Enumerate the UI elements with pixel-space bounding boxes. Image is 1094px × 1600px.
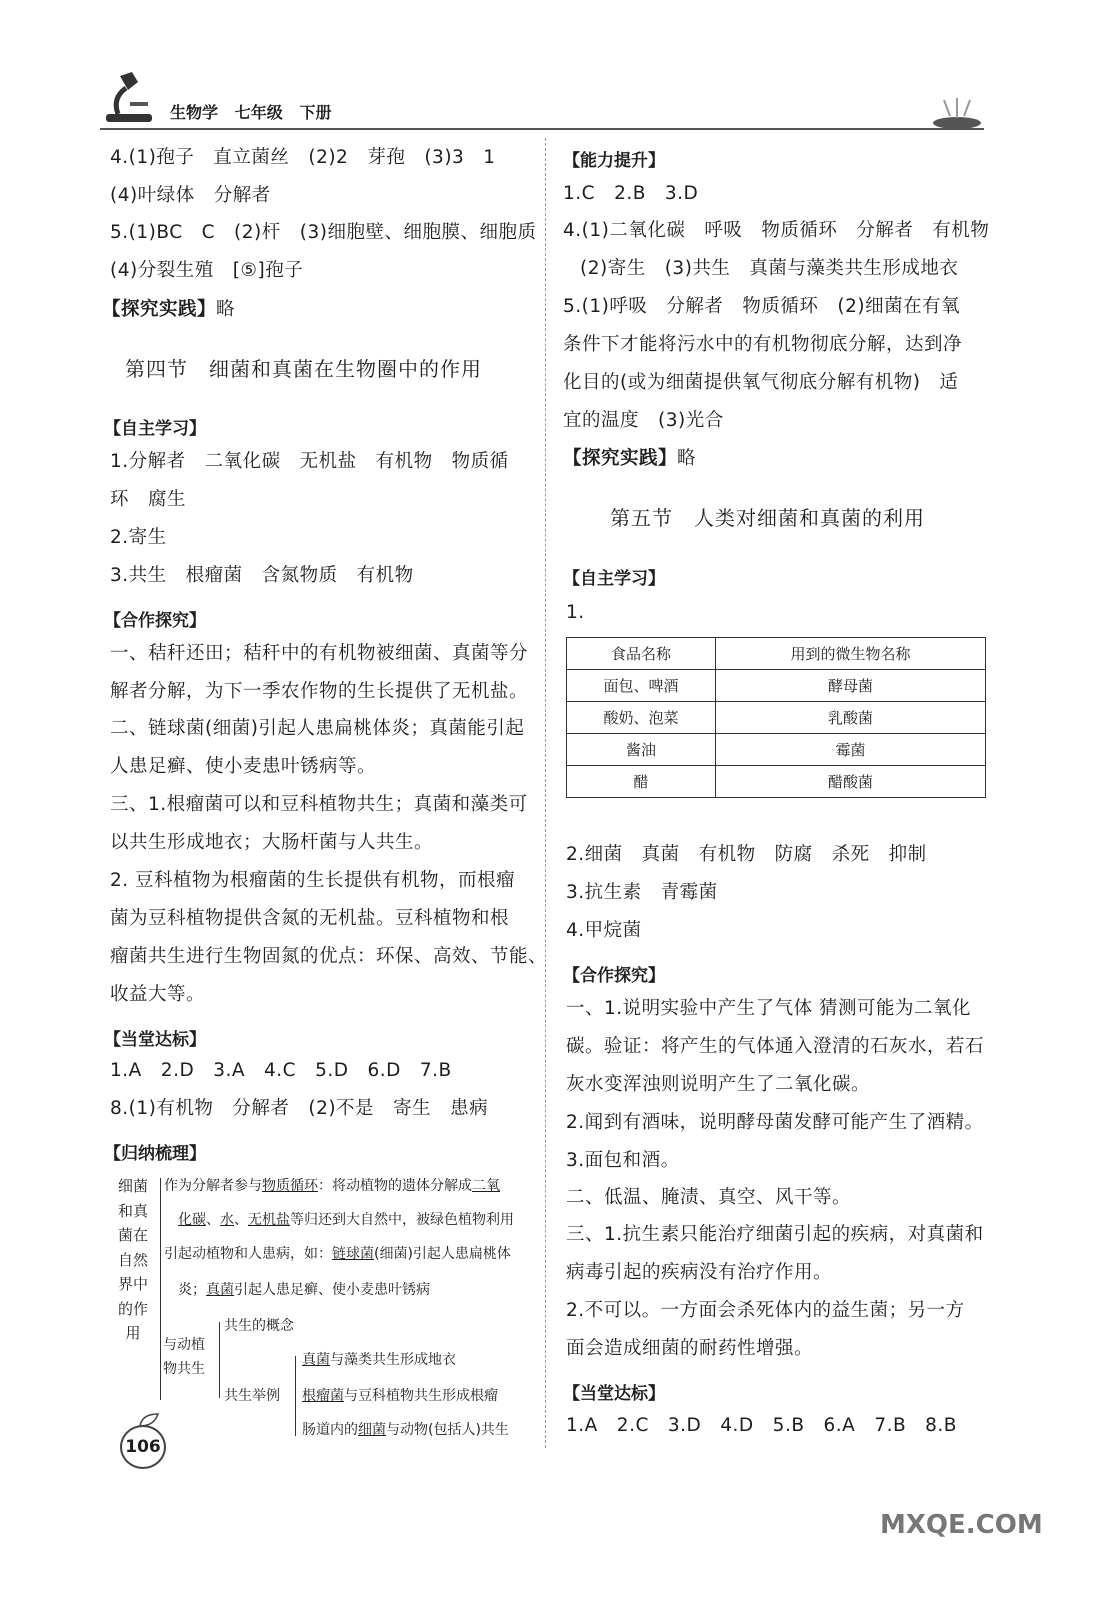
header-decoration-icon <box>930 90 984 130</box>
left-d1: 1.A 2.D 3.A 4.C 5.D 6.D 7.B <box>110 1060 452 1081</box>
right-n2b: (2)寄生 (3)共生 真菌与藻类共生形成地衣 <box>580 258 959 279</box>
left-z1b: 环 腐生 <box>110 489 187 510</box>
mindmap-r1: 作为分解者参与物质循环：将动植物的遗体分解成二氧 <box>164 1178 500 1194</box>
left-h1b: 解者分解，为下一季农作物的生长提供了无机盐。 <box>110 681 529 702</box>
right-n3d: 宜的温度 (3)光合 <box>563 410 724 431</box>
right-tanjiu-text: 略 <box>677 448 697 469</box>
left-h4b: 菌为豆科植物提供含氮的无机盐。豆科植物和根 <box>110 908 510 929</box>
watermark: MXQE.COM <box>880 1510 1043 1540</box>
mindmap-symbiosis-bracket <box>219 1322 220 1398</box>
table-cell: 酵母菌 <box>716 670 986 702</box>
table-row <box>567 670 986 702</box>
left-h2b: 人患足癣、使小麦患叶锈病等。 <box>110 756 377 777</box>
right-q3: 3.抗生素 青霉菌 <box>566 882 718 903</box>
table-row <box>567 766 986 798</box>
mindmap-root-bracket <box>160 1178 161 1400</box>
mindmap-r4: 炎；真菌引起人患足癣、使小麦患叶锈病 <box>178 1282 430 1298</box>
left-z1: 1.分解者 二氧化碳 无机盐 有机物 物质循 <box>110 451 509 472</box>
right-c6b: 面会造成细菌的耐药性增强。 <box>566 1338 814 1359</box>
left-z3: 3.共生 根瘤菌 含氮物质 有机物 <box>110 565 414 586</box>
microscope-logo-icon <box>98 68 158 128</box>
section-4-title: 第四节 细菌和真菌在生物圈中的作用 <box>125 357 482 381</box>
header-title <box>170 100 331 123</box>
right-c1: 一、1.说明实验中产生了气体 猜测可能为二氧化 <box>566 998 972 1019</box>
right-c5: 三、1.抗生素只能治疗细菌引起的疾病，对真菌和 <box>566 1224 984 1245</box>
table-cell: 酱油 <box>567 734 716 766</box>
right-c1b: 碳。验证：将产生的气体通入澄清的石灰水，若石 <box>566 1036 985 1057</box>
left-zizhu-heading: 【自主学习】 <box>104 419 206 439</box>
mindmap-e3: 肠道内的细菌与动物(包括人)共生 <box>302 1422 509 1438</box>
table-row <box>567 702 986 734</box>
right-n3b: 条件下才能将污水中的有机物彻底分解，达到净 <box>563 334 963 355</box>
table-header-row <box>567 638 986 670</box>
mindmap-e2: 根瘤菌与豆科植物共生形成根瘤 <box>302 1388 498 1404</box>
table-cell: 酸奶、泡菜 <box>567 702 716 734</box>
right-c5b: 病毒引起的疾病没有治疗作用。 <box>566 1262 833 1283</box>
mindmap-e1: 真菌与藻类共生形成地衣 <box>302 1352 456 1368</box>
left-h1: 一、秸秆还田；秸秆中的有机物被细菌、真菌等分 <box>110 643 529 664</box>
column-divider <box>545 138 546 1448</box>
mindmap-concept: 共生的概念 <box>224 1318 294 1334</box>
right-q1: 1. <box>566 602 585 623</box>
right-n2: 4.(1)二氧化碳 呼吸 物质循环 分解者 有机物 <box>563 220 990 241</box>
right-dangtang-heading: 【当堂达标】 <box>563 1384 665 1404</box>
header-rule <box>100 128 984 130</box>
left-tanjiu-heading: 【探究实践】 <box>102 299 217 320</box>
right-c2: 2.闻到有酒味，说明酵母菌发酵可能产生了酒精。 <box>566 1112 984 1133</box>
left-h4d: 收益大等。 <box>110 984 206 1005</box>
table-cell: 乳酸菌 <box>716 702 986 734</box>
right-zizhu-heading: 【自主学习】 <box>563 569 665 589</box>
left-h3: 三、1.根瘤菌可以和豆科植物共生；真菌和藻类可 <box>110 794 528 815</box>
left-guina-heading: 【归纳梳理】 <box>104 1144 206 1164</box>
mindmap-root: 细菌和真菌在自然界中的作用 <box>117 1177 148 1342</box>
left-h4: 2. 豆科植物为根瘤菌的生长提供有机物，而根瘤 <box>110 870 516 891</box>
right-tanjiu <box>563 446 696 472</box>
left-z2: 2.寄生 <box>110 527 167 548</box>
header-volume: 下册 <box>299 103 332 122</box>
table-cell: 霉菌 <box>716 734 986 766</box>
right-dt: 1.A 2.C 3.D 4.D 5.B 6.A 7.B 8.B <box>566 1415 958 1436</box>
mindmap-r2: 化碳、水、无机盐等归还到大自然中，被绿色植物利用 <box>178 1212 514 1228</box>
right-c6: 2.不可以。一方面会杀死体内的益生菌；另一方 <box>566 1300 965 1321</box>
right-hezuo-heading: 【合作探究】 <box>563 966 665 986</box>
left-tanjiu-text: 略 <box>216 299 236 320</box>
left-h2: 二、链球菌(细菌)引起人患扁桃体炎；真菌能引起 <box>110 718 525 739</box>
table-row <box>567 734 986 766</box>
table-cell: 醋酸菌 <box>716 766 986 798</box>
left-line-2: (4)叶绿体 分解者 <box>110 185 271 206</box>
table-cell: 醋 <box>567 766 716 798</box>
left-h4c: 瘤菌共生进行生物固氮的优点：环保、高效、节能、 <box>110 946 548 967</box>
right-n3c: 化目的(或为细菌提供氧气彻底分解有机物) 适 <box>563 372 959 393</box>
mindmap-examples-bracket <box>295 1356 296 1436</box>
page-number: 106 <box>120 1425 166 1469</box>
right-tanjiu-heading: 【探究实践】 <box>563 448 678 469</box>
left-hezuo-heading: 【合作探究】 <box>104 611 206 631</box>
mindmap-examples: 共生举例 <box>224 1388 280 1404</box>
right-q4: 4.甲烷菌 <box>566 920 642 941</box>
left-h3b: 以共生形成地衣；大肠杆菌与人共生。 <box>110 832 434 853</box>
right-n3: 5.(1)呼吸 分解者 物质循环 (2)细菌在有氧 <box>563 296 961 317</box>
left-line-1: 4.(1)孢子 直立菌丝 (2)2 芽孢 (3)3 1 <box>110 147 496 168</box>
right-nengli-heading: 【能力提升】 <box>563 151 665 171</box>
right-c4: 二、低温、腌渍、真空、风干等。 <box>566 1187 852 1208</box>
mindmap-r3: 引起动植物和人患病，如：链球菌(细菌)引起人患扁桃体 <box>164 1246 511 1262</box>
header-subject: 生物学 <box>170 103 219 122</box>
right-n1: 1.C 2.B 3.D <box>563 183 699 204</box>
left-line-3: 5.(1)BC C (2)杆 (3)细胞壁、细胞膜、细胞质 <box>110 222 537 243</box>
mindmap-animal-plant: 与动植物共生 <box>163 1337 205 1377</box>
left-d2: 8.(1)有机物 分解者 (2)不是 寄生 患病 <box>110 1098 489 1119</box>
left-tanjiu <box>102 297 235 323</box>
table-cell: 面包、啤酒 <box>567 670 716 702</box>
left-line-4: (4)分裂生殖 [⑤]孢子 <box>110 260 304 281</box>
food-microbe-table <box>566 637 986 798</box>
header-grade: 七年级 <box>234 103 283 122</box>
right-c1c: 灰水变浑浊则说明产生了二氧化碳。 <box>566 1074 871 1095</box>
right-q2: 2.细菌 真菌 有机物 防腐 杀死 抑制 <box>566 844 927 865</box>
right-c3: 3.面包和酒。 <box>566 1150 680 1171</box>
table-header-cell: 食品名称 <box>567 638 716 670</box>
left-dangtang-heading: 【当堂达标】 <box>104 1030 206 1050</box>
section-5-title: 第五节 人类对细菌和真菌的利用 <box>610 506 925 530</box>
table-header-cell: 用到的微生物名称 <box>716 638 986 670</box>
